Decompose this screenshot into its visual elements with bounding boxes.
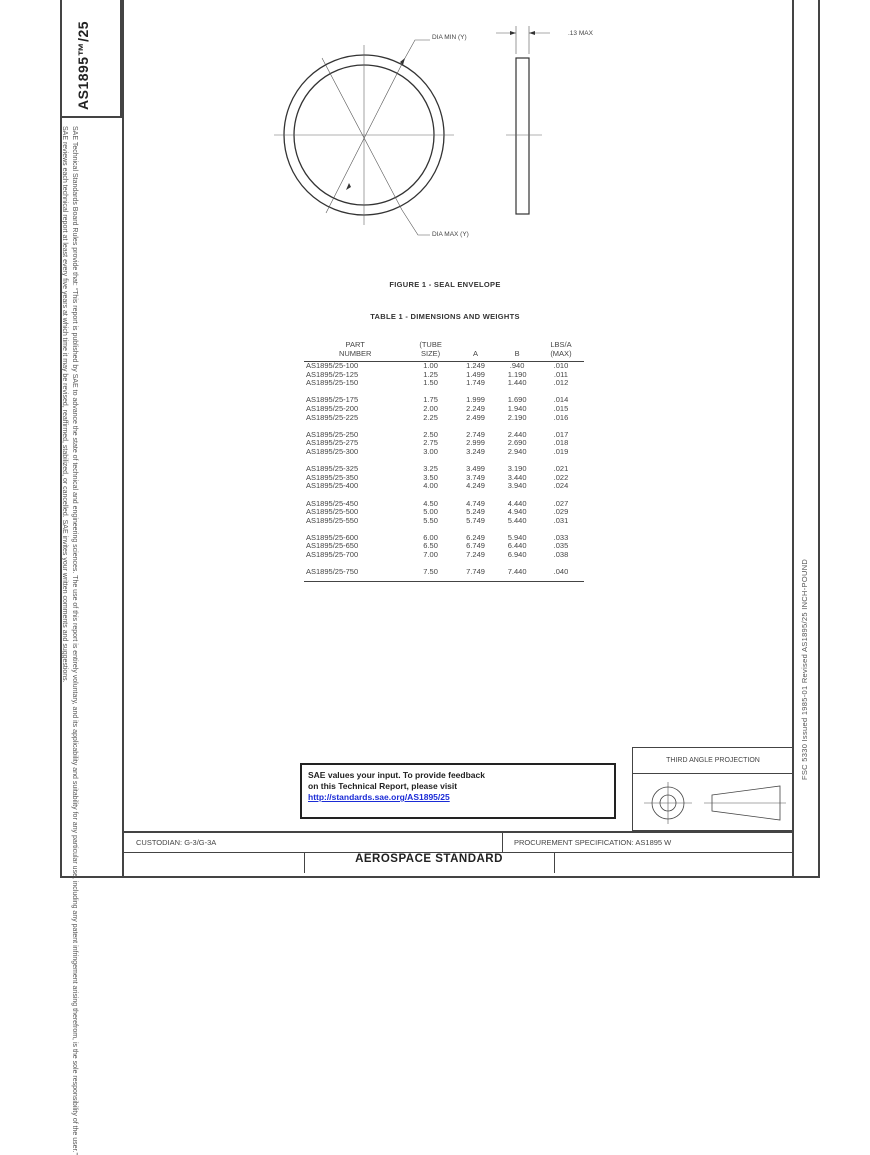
dim-b-cell: 2.690 <box>507 438 527 448</box>
dia-top-leader <box>405 40 430 58</box>
figure-caption: FIGURE 1 - SEAL ENVELOPE <box>389 280 501 289</box>
tube-size-cell: 5.00 <box>423 507 438 517</box>
weight-cell: .038 <box>553 550 569 560</box>
dia-bottom-leader <box>402 210 430 235</box>
table-row <box>304 568 584 577</box>
dim-a-cell: 2.499 <box>466 412 485 422</box>
weight-cell: .010 <box>553 361 569 370</box>
part-number-cell: AS1895/25-550 <box>306 515 359 525</box>
seal-edge-view <box>516 58 529 214</box>
part-number-cell: AS1895/25-250 <box>306 429 359 439</box>
weight-cell: .021 <box>553 464 569 474</box>
feedback-link[interactable]: http://standards.sae.org/AS1895/25 <box>308 792 450 802</box>
part-number-cell: AS1895/25-650 <box>306 541 359 551</box>
title-block-row <box>122 831 794 853</box>
thickness-label: .13 MAX <box>568 30 593 37</box>
seal-envelope-drawing <box>270 20 630 250</box>
part-number-cell: AS1895/25-100 <box>306 361 359 370</box>
table-row <box>304 517 584 526</box>
tube-size-cell: 6.00 <box>423 532 438 542</box>
tube-size-cell: 4.50 <box>423 498 438 508</box>
dim-a-cell: 7.249 <box>466 550 485 560</box>
dim-a-cell: 3.249 <box>466 446 485 456</box>
dim-a-cell: 3.499 <box>466 464 485 474</box>
dim-b-cell: 1.690 <box>507 395 527 405</box>
dim-a-cell: 1.999 <box>466 395 485 405</box>
dia-top-label: DIA MIN (Y) <box>432 34 467 41</box>
dim-b-cell: 2.190 <box>507 412 527 422</box>
doc-number-box <box>60 0 122 118</box>
part-number-cell: AS1895/25-600 <box>306 532 359 542</box>
dim-b-cell: 1.940 <box>507 403 527 413</box>
dim-a-cell: 1.499 <box>466 369 485 379</box>
header-weight: LBS/A (MAX) <box>550 340 572 358</box>
document-title: AEROSPACE STANDARD <box>355 853 503 865</box>
tube-size-cell: 1.00 <box>423 361 438 370</box>
tube-size-cell: 2.50 <box>423 429 438 439</box>
left-notice-line-1: SAE Technical Standards Board Rules provide that: “This report is published by SAE to advance the state of technical and engineering sciences. The use of this report is entirely voluntary, and its applicability and suitability for any particular use, including any patent infringement arising therefrom, is the sole responsibility of the user.” <box>71 126 78 1155</box>
part-number-cell: AS1895/25-125 <box>306 369 359 379</box>
dim-b-cell: 3.440 <box>507 472 527 482</box>
table-row <box>304 482 584 491</box>
tube-size-cell: 1.50 <box>423 378 438 388</box>
third-angle-projection-icon <box>640 778 790 828</box>
weight-cell: .017 <box>553 429 569 439</box>
feedback-line-1: SAE values your input. To provide feedback <box>308 770 485 780</box>
dimensions-table <box>304 340 584 582</box>
part-number-cell: AS1895/25-150 <box>306 378 359 388</box>
dim-b-cell: 6.440 <box>507 541 527 551</box>
weight-cell: .015 <box>553 403 569 413</box>
thickness-arrow-right <box>529 31 535 35</box>
dim-b-cell: 5.940 <box>507 532 527 542</box>
dim-a-cell: 4.249 <box>466 481 485 491</box>
part-number-cell: AS1895/25-200 <box>306 403 359 413</box>
part-number-cell: AS1895/25-750 <box>306 567 359 577</box>
tube-size-cell: 3.50 <box>423 472 438 482</box>
table-bottom-rule <box>304 577 584 582</box>
table-row <box>304 379 584 388</box>
dia-line-1 <box>326 58 405 213</box>
weight-cell: .022 <box>553 472 569 482</box>
weight-cell: .024 <box>553 481 569 491</box>
dim-b-cell: 4.440 <box>507 498 527 508</box>
dim-a-cell: 5.749 <box>466 515 485 525</box>
dim-b-cell: .940 <box>509 361 525 370</box>
dim-a-cell: 4.749 <box>466 498 485 508</box>
tube-size-cell: 7.50 <box>423 567 438 577</box>
weight-cell: .040 <box>553 567 569 577</box>
doc-number: AS1895™/25 <box>75 20 91 110</box>
tube-size-cell: 4.00 <box>423 481 438 491</box>
part-number-cell: AS1895/25-500 <box>306 507 359 517</box>
weight-cell: .027 <box>553 498 569 508</box>
tube-size-cell: 5.50 <box>423 515 438 525</box>
dim-b-cell: 3.940 <box>507 481 527 491</box>
tube-size-cell: 1.75 <box>423 395 438 405</box>
table-row <box>304 551 584 560</box>
header-a: A <box>473 349 479 358</box>
tube-size-cell: 2.75 <box>423 438 438 448</box>
weight-cell: .012 <box>553 378 569 388</box>
weight-cell: .014 <box>553 395 569 405</box>
part-number-cell: AS1895/25-175 <box>306 395 359 405</box>
dim-b-cell: 4.940 <box>507 507 527 517</box>
dim-b-cell: 6.940 <box>507 550 527 560</box>
tube-size-cell: 7.00 <box>423 550 438 560</box>
header-b: B <box>514 349 520 358</box>
procurement-spec: PROCUREMENT SPECIFICATION: AS1895 W <box>514 838 672 847</box>
weight-cell: .018 <box>553 438 569 448</box>
table-row <box>304 448 584 457</box>
feedback-line-2: on this Technical Report, please visit <box>308 781 458 791</box>
weight-cell: .029 <box>553 507 569 517</box>
feedback-box <box>300 763 616 819</box>
dim-a-cell: 2.249 <box>466 403 485 413</box>
part-number-cell: AS1895/25-350 <box>306 472 359 482</box>
dim-b-cell: 1.440 <box>507 378 527 388</box>
dia-bottom-label: DIA MAX (Y) <box>432 231 469 238</box>
part-number-cell: AS1895/25-700 <box>306 550 359 560</box>
dim-b-cell: 7.440 <box>507 567 527 577</box>
dia-arrowhead-bottom <box>346 183 351 190</box>
dim-a-cell: 2.749 <box>466 429 485 439</box>
dim-b-cell: 2.940 <box>507 446 527 456</box>
tube-size-cell: 6.50 <box>423 541 438 551</box>
weight-cell: .033 <box>553 532 569 542</box>
weight-cell: .035 <box>553 541 569 551</box>
header-tube-size: (TUBE SIZE) <box>419 340 442 358</box>
table-row <box>304 414 584 423</box>
tube-size-cell: 1.25 <box>423 369 438 379</box>
weight-cell: .011 <box>553 369 568 379</box>
dim-a-cell: 5.249 <box>466 507 485 517</box>
weight-cell: .016 <box>553 412 569 422</box>
part-number-cell: AS1895/25-325 <box>306 464 359 474</box>
dim-b-cell: 3.190 <box>507 464 527 474</box>
part-number-cell: AS1895/25-450 <box>306 498 359 508</box>
title-divider-right <box>554 853 555 873</box>
dim-a-cell: 1.749 <box>466 378 485 388</box>
part-number-cell: AS1895/25-400 <box>306 481 359 491</box>
left-notice-line-2: SAE reviews each technical report at least every five years at which time it may be revised, reaffirmed, stabilized, or cancelled. SAE invites your written comments and suggestions. <box>61 126 68 683</box>
dim-a-cell: 6.749 <box>466 541 485 551</box>
weight-cell: .031 <box>553 515 569 525</box>
tube-size-cell: 2.25 <box>423 412 438 422</box>
part-number-cell: AS1895/25-225 <box>306 412 359 422</box>
weight-cell: .019 <box>553 446 569 456</box>
dim-a-cell: 6.249 <box>466 532 485 542</box>
title-block-divider <box>502 833 503 853</box>
dim-b-cell: 2.440 <box>507 429 527 439</box>
dim-b-cell: 5.440 <box>507 515 527 525</box>
dim-a-cell: 1.249 <box>466 361 485 370</box>
table-caption: TABLE 1 - DIMENSIONS AND WEIGHTS <box>370 312 520 321</box>
tube-size-cell: 3.25 <box>423 464 438 474</box>
tube-size-cell: 2.00 <box>423 403 438 413</box>
dim-a-cell: 7.749 <box>466 567 485 577</box>
projection-title: THIRD ANGLE PROJECTION <box>632 747 794 774</box>
part-number-cell: AS1895/25-275 <box>306 438 359 448</box>
dia-line-2 <box>322 58 402 210</box>
header-part: PART NUMBER <box>338 340 372 358</box>
right-margin-notice: FSC 5330 Issued 1985-01 Revised AS1895/25 INCH-POUND <box>800 558 809 780</box>
custodian: CUSTODIAN: G-3/G-3A <box>136 838 217 847</box>
tube-size-cell: 3.00 <box>423 446 438 456</box>
dim-a-cell: 2.999 <box>466 438 485 448</box>
part-number-cell: AS1895/25-300 <box>306 446 359 456</box>
thickness-arrow-left <box>510 31 516 35</box>
dim-a-cell: 3.749 <box>466 472 485 482</box>
dim-b-cell: 1.190 <box>507 369 527 379</box>
dimensions-table-body <box>304 362 584 582</box>
